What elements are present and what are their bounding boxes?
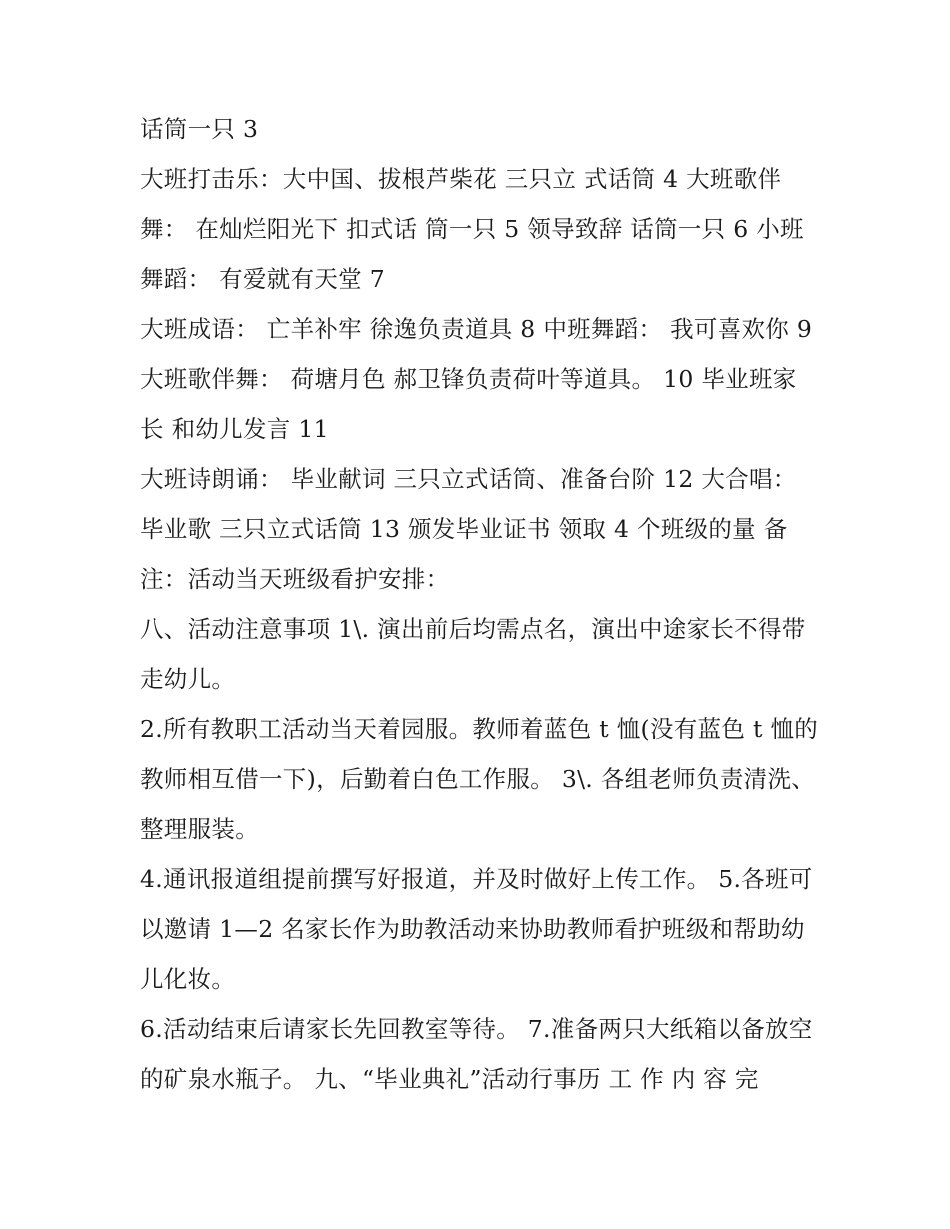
paragraph-6: 2.所有教职工活动当天着园服。教师着蓝色 t 恤(没有蓝色 t 恤的教师相互借一下)，后勤着白色工作服。 3\. 各组老师负责清洗、整理服装。 xyxy=(140,715,819,843)
paragraph-4: 大班诗朗诵： 毕业献词 三只立式话筒、准备台阶 12 大合唱：毕业歌 三只立式话筒 13 颁发毕业证书 领取 4 个班级的量 备注：活动当天班级看护安排： xyxy=(140,465,797,593)
paragraph-8: 6.活动结束后请家长先回教室等待。 7.准备两只大纸箱以备放空的矿泉水瓶子。 九、“毕业典礼”活动行事历 工 作 内 容 完 xyxy=(140,1015,813,1093)
paragraph-3: 大班成语： 亡羊补牢 徐逸负责道具 8 中班舞蹈： 我可喜欢你 9 大班歌伴舞： 荷塘月色 郝卫锋负责荷叶等道具。 10 毕业班家长 和幼儿发言 11 xyxy=(140,315,813,443)
document-page xyxy=(140,104,820,1104)
paragraph-1: 话筒一只 3 xyxy=(140,115,259,143)
paragraph-2: 大班打击乐：大中国、拔根芦柴花 三只立 式话筒 4 大班歌伴舞： 在灿烂阳光下 扣式话 筒一只 5 领导致辞 话筒一只 6 小班舞蹈： 有爱就有天堂 7 xyxy=(140,165,804,293)
paragraph-7: 4.通讯报道组提前撰写好报道，并及时做好上传工作。 5.各班可以邀请 1—2 名家长作为助教活动来协助教师看护班级和帮助幼儿化妆。 xyxy=(140,865,813,993)
paragraph-5: 八、活动注意事项 1\. 演出前后均需点名，演出中途家长不得带走幼儿。 xyxy=(140,615,806,693)
